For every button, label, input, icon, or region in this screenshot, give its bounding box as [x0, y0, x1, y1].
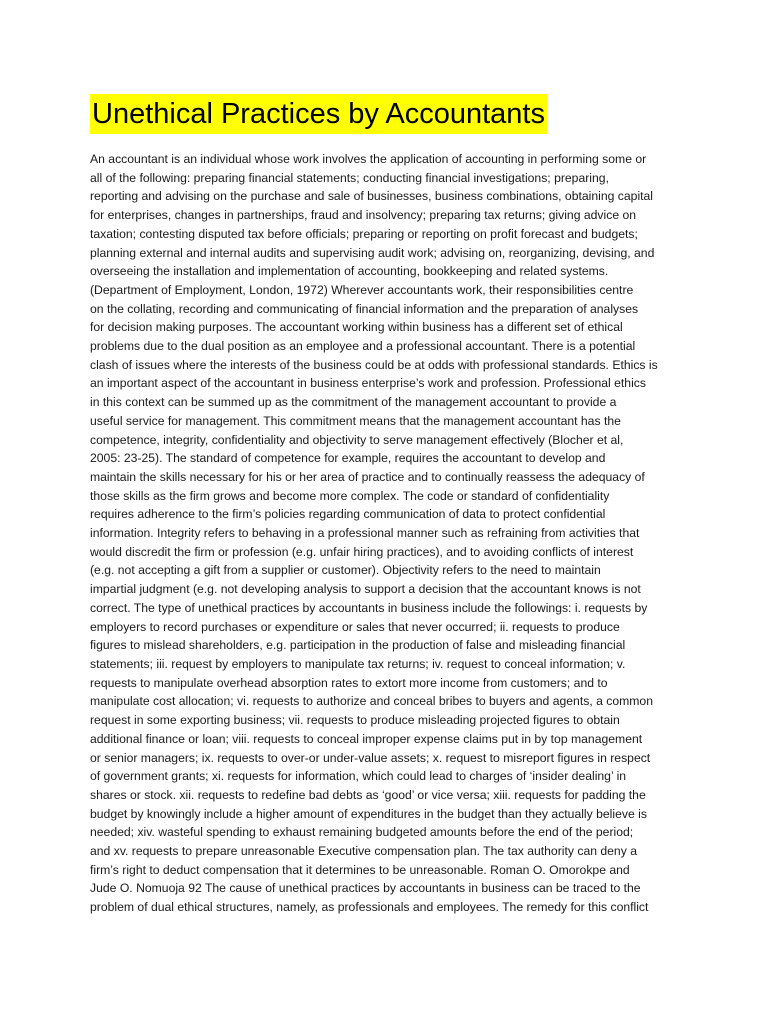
- paragraph-line: shares or stock. xii. requests to redefine bad debts as ‘good’ or vice versa; xiii. requests for padding the: [90, 787, 646, 802]
- paragraph-line: impartial judgment (e.g. not developing analysis to support a decision that the accountant knows is not: [90, 582, 641, 597]
- paragraph-line: all of the following: preparing financial statements; conducting financial investigations; preparing,: [90, 170, 609, 185]
- paragraph-line: clash of issues where the interests of the business could be at odds with professional standards. Ethics is: [90, 357, 658, 372]
- paragraph-line: An accountant is an individual whose work involves the application of accounting in performing some or: [90, 152, 647, 166]
- paragraph-line: overseeing the installation and implementation of accounting, bookkeeping and related systems.: [90, 264, 609, 279]
- paragraph-line: additional finance or loan; viii. requests to conceal improper expense claims put in by top management: [90, 731, 643, 746]
- paragraph-line: budget by knowingly include a higher amount of expenditures in the budget than they actually believe is: [90, 806, 647, 821]
- paragraph-line: useful service for management. This commitment means that the management accountant has the: [90, 413, 621, 428]
- paragraph-line: manipulate cost allocation; vi. requests to authorize and conceal bribes to buyers and agents, a common: [90, 694, 653, 709]
- paragraph-line: information. Integrity refers to behaving in a professional manner such as refraining from activities that: [90, 526, 640, 541]
- paragraph-line: competence, integrity, confidentiality and objectivity to serve management effectively (Blocher et al,: [90, 432, 624, 447]
- paragraph-line: needed; xiv. wasteful spending to exhaust remaining budgeted amounts before the end of the period;: [90, 825, 634, 840]
- paragraph-line: 2005: 23-25). The standard of competence for example, requires the accountant to develop and: [90, 451, 606, 466]
- body-paragraph: [90, 150, 678, 917]
- paragraph-line: statements; iii. request by employers to manipulate tax returns; iv. request to conceal information; v.: [90, 656, 626, 671]
- paragraph-line: maintain the skills necessary for his or her area of practice and to continually reassess the adequacy of: [90, 469, 645, 484]
- paragraph-line: or senior managers; ix. requests to over-or under-value assets; x. request to misreport figures in respect: [90, 750, 651, 765]
- document-title: Unethical Practices by Accountants: [90, 94, 547, 134]
- title-container: [90, 94, 547, 134]
- paragraph-line: would discredit the firm or profession (e.g. unfair hiring practices), and to avoiding conflicts of interest: [90, 544, 634, 559]
- paragraph-line: requires adherence to the firm’s policies regarding communication of data to protect confidential: [90, 507, 606, 522]
- paragraph-line: of government grants; xi. requests for information, which could lead to charges of ‘insider dealing’ in: [90, 769, 627, 784]
- paragraph-line: Jude O. Nomuoja 92 The cause of unethical practices by accountants in business can be traced to the: [90, 881, 641, 896]
- paragraph-line: for enterprises, changes in partnerships, fraud and insolvency; preparing tax returns; giving advice on: [90, 208, 637, 223]
- paragraph-line: requests to manipulate overhead absorption rates to extort more income from customers; and to: [90, 675, 608, 690]
- paragraph-line: correct. The type of unethical practices by accountants in business include the followings: i. requests by: [90, 600, 648, 615]
- paragraph-line: on the collating, recording and communicating of financial information and the preparation of analyses: [90, 301, 639, 316]
- paragraph-line: and xv. requests to prepare unreasonable Executive compensation plan. The tax authority can deny a: [90, 844, 637, 859]
- paragraph-line: (Department of Employment, London, 1972) Wherever accountants work, their responsibilities centre: [90, 282, 634, 297]
- paragraph-line: taxation; contesting disputed tax before officials; preparing or reporting on profit forecast and budgets;: [90, 226, 638, 241]
- paragraph-line: firm’s right to deduct compensation that it determines to be unreasonable. Roman O. Omorokpe and: [90, 862, 630, 877]
- paragraph-line: planning external and internal audits and supervising audit work; advising on, reorganizing, devising, and: [90, 245, 655, 260]
- paragraph-line: employers to record purchases or expenditure or sales that never occurred; ii. requests to produce: [90, 619, 620, 634]
- paragraph-line: those skills as the firm grows and become more complex. The code or standard of confidentiality: [90, 488, 610, 503]
- paragraph-line: problem of dual ethical structures, namely, as professionals and employees. The remedy for this conflict: [90, 900, 649, 915]
- paragraph-line: problems due to the dual position as an employee and a professional accountant. There is a potential: [90, 339, 636, 354]
- paragraph-line: figures to mislead shareholders, e.g. participation in the production of false and misleading financial: [90, 638, 626, 653]
- paragraph-line: reporting and advising on the purchase and sale of businesses, business combinations, obtaining capital: [90, 189, 654, 204]
- paragraph-line: in this context can be summed up as the commitment of the management accountant to provide a: [90, 395, 617, 410]
- paragraph-line: an important aspect of the accountant in business enterprise’s work and profession. Professional ethics: [90, 376, 646, 391]
- paragraph-line: for decision making purposes. The accountant working within business has a different set of ethical: [90, 320, 623, 335]
- paragraph-line: request in some exporting business; vii. requests to produce misleading projected figures to obtain: [90, 713, 620, 728]
- paragraph-line: (e.g. not accepting a gift from a supplier or customer). Objectivity refers to the need to maintain: [90, 563, 601, 578]
